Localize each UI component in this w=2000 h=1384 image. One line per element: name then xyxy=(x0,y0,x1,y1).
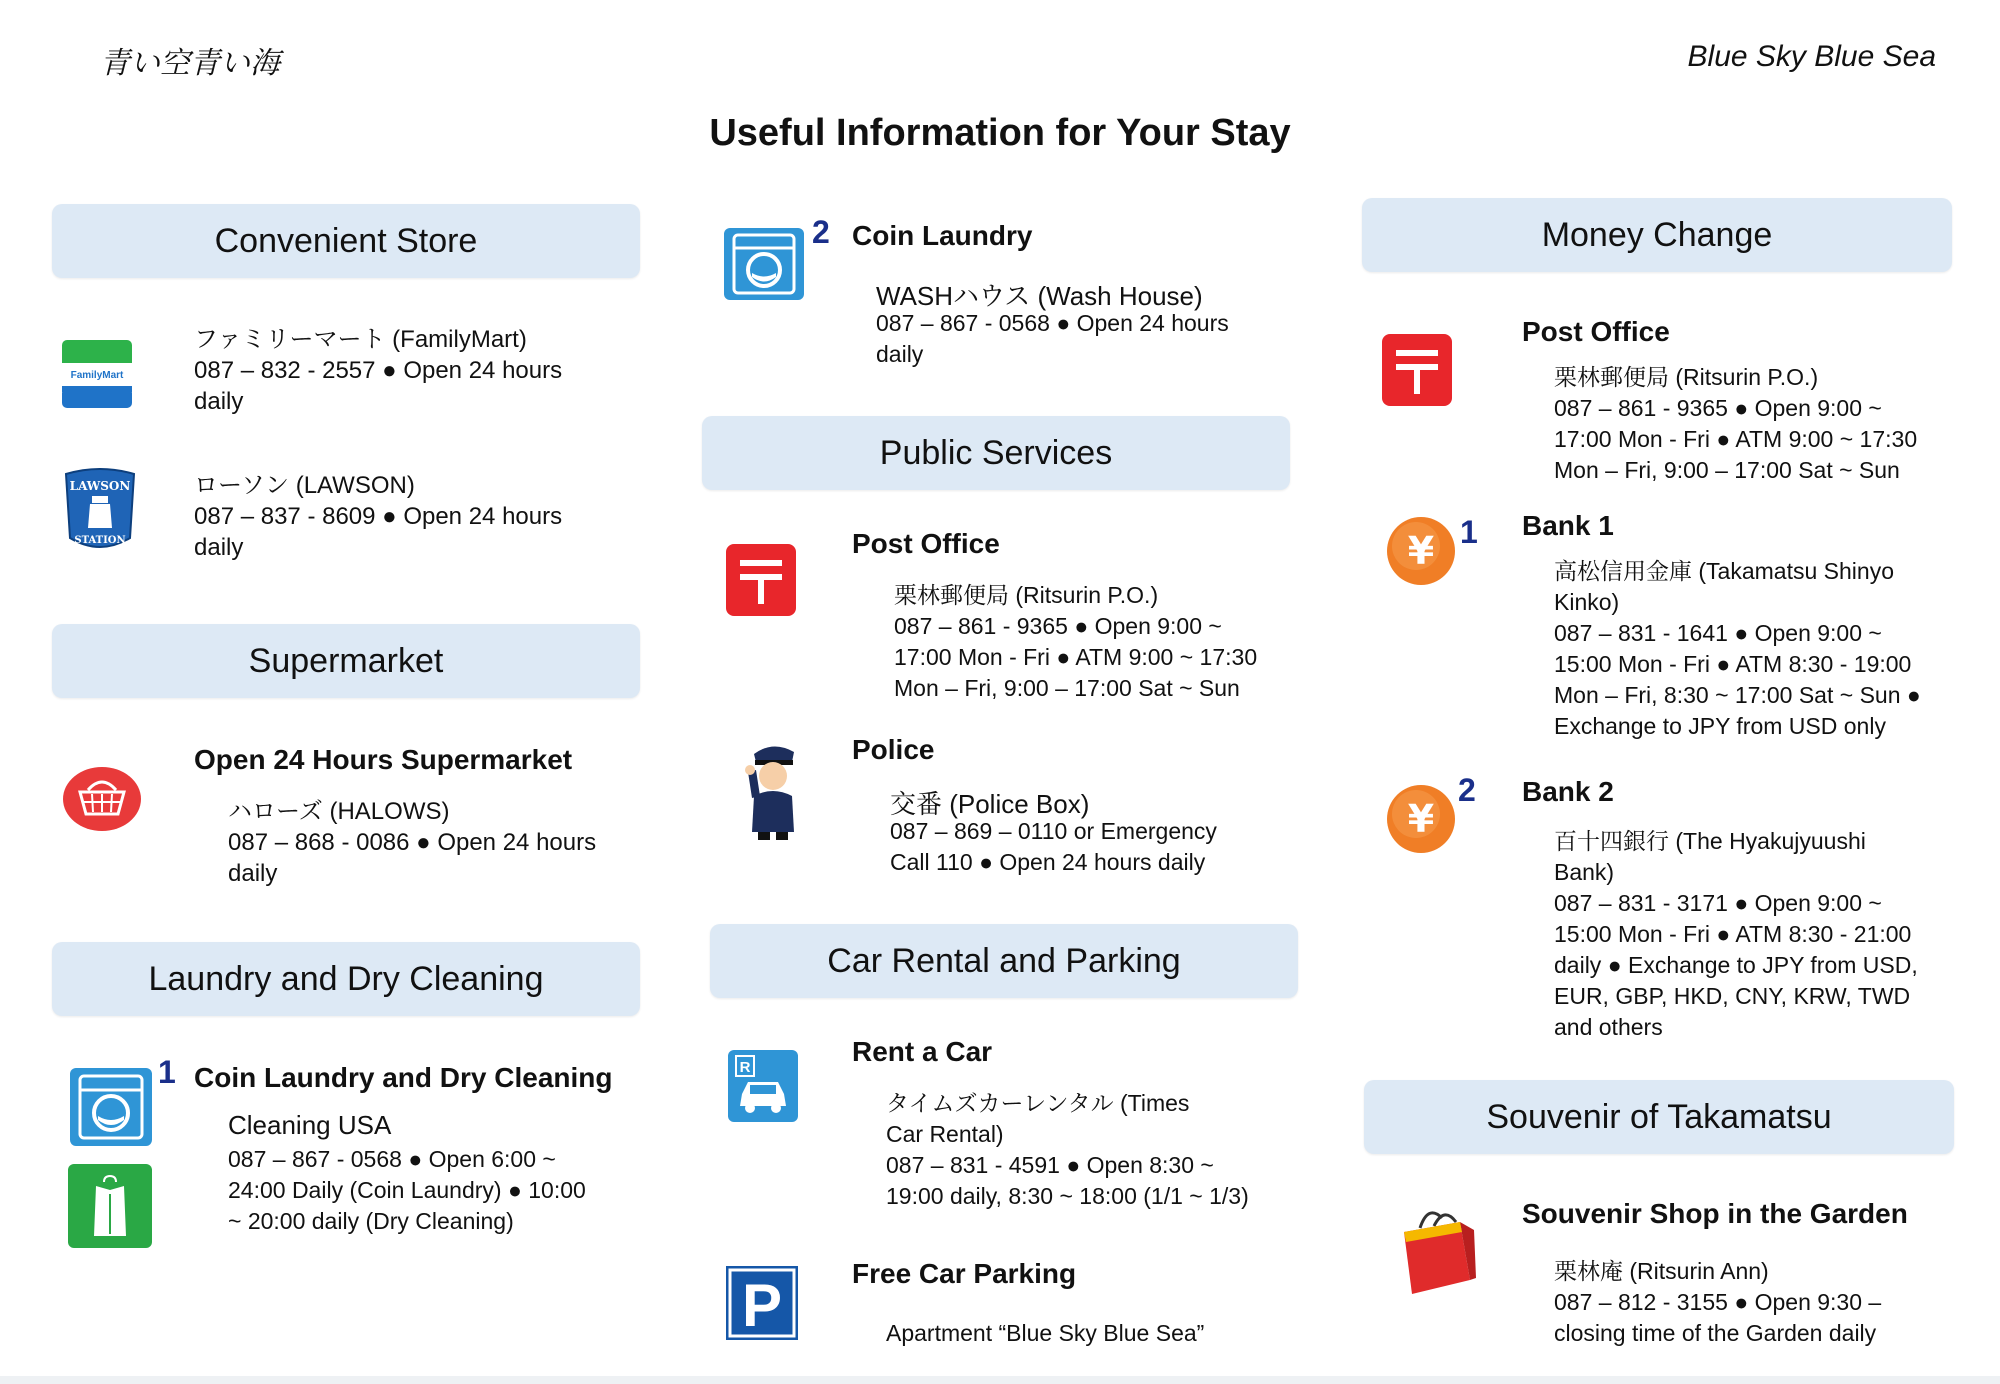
mc-post-office-line2: 17:00 Mon - Fri ● ATM 9:00 ~ 17:30 xyxy=(1554,426,1918,452)
bank2-line5: and others xyxy=(1554,1014,1663,1040)
laundry-2-line1: 087 – 867 - 0568 ● Open 24 hours xyxy=(876,310,1229,336)
familymart-name: ファミリーマート (FamilyMart) xyxy=(194,326,527,353)
lawson-info xyxy=(194,470,562,563)
supermarket-phone-hours: 087 – 868 - 0086 ● Open 24 hours xyxy=(228,829,597,856)
police-name: 交番 (Police Box) xyxy=(890,789,1090,819)
police-info xyxy=(890,816,1217,878)
section-money-change: Money Change xyxy=(1362,198,1952,272)
laundry-2-name: WASHハウス (Wash House) xyxy=(876,281,1203,311)
section-souvenir: Souvenir of Takamatsu xyxy=(1364,1080,1954,1154)
souvenir-name: 栗林庵 (Ritsurin Ann) xyxy=(1554,1258,1769,1284)
familymart-info xyxy=(194,324,562,417)
bank1-line2: 15:00 Mon - Fri ● ATM 8:30 - 19:00 xyxy=(1554,651,1912,677)
rent-car-line1: 087 – 831 - 4591 ● Open 8:30 ~ xyxy=(886,1152,1214,1178)
laundry-1-info xyxy=(228,1144,586,1237)
section-supermarket: Supermarket xyxy=(52,624,640,698)
section-car-rental-parking: Car Rental and Parking xyxy=(710,924,1298,998)
ps-post-office-title: Post Office xyxy=(852,528,1000,559)
souvenir-title: Souvenir Shop in the Garden xyxy=(1522,1198,1908,1229)
washing-machine-icon xyxy=(724,228,804,300)
bank2-name1: 百十四銀行 (The Hyakujyuushi xyxy=(1554,828,1866,854)
police-officer-icon xyxy=(740,740,806,840)
rent-car-info xyxy=(886,1088,1249,1212)
lawson-icon xyxy=(60,468,140,552)
header-right-title: Blue Sky Blue Sea xyxy=(1687,40,1936,73)
svg-text:R: R xyxy=(739,1059,751,1076)
lawson-daily: daily xyxy=(194,534,244,561)
post-office-icon xyxy=(1382,334,1452,406)
mc-post-office-line3: Mon – Fri, 9:00 – 17:00 Sat ~ Sun xyxy=(1554,457,1900,483)
supermarket-info xyxy=(228,796,596,889)
laundry-number-1: 1 xyxy=(158,1054,176,1090)
laundry-number-2: 2 xyxy=(812,214,830,250)
bank2-line2: 15:00 Mon - Fri ● ATM 8:30 - 21:00 xyxy=(1554,921,1912,947)
bank-number-1: 1 xyxy=(1460,514,1478,550)
souvenir-line2: closing time of the Garden daily xyxy=(1554,1320,1877,1346)
supermarket-daily: daily xyxy=(228,860,278,887)
section-public-services: Public Services xyxy=(702,416,1290,490)
bank2-info xyxy=(1554,826,1918,1043)
police-line2: Call 110 ● Open 24 hours daily xyxy=(890,849,1206,875)
rent-car-name1: タイムズカーレンタル (Times xyxy=(886,1090,1190,1116)
familymart-phone-hours: 087 – 832 - 2557 ● Open 24 hours xyxy=(194,357,563,384)
bank2-title: Bank 2 xyxy=(1522,776,1614,807)
supermarket-title: Open 24 Hours Supermarket xyxy=(194,744,573,775)
supermarket-name: ハローズ (HALOWS) xyxy=(228,798,450,825)
laundry-2-info xyxy=(876,308,1229,370)
souvenir-line1: 087 – 812 - 3155 ● Open 9:30 – xyxy=(1554,1289,1882,1315)
rent-car-name2: Car Rental) xyxy=(886,1121,1004,1147)
bank1-line4: Exchange to JPY from USD only xyxy=(1554,713,1886,739)
mc-post-office-name: 栗林郵便局 (Ritsurin P.O.) xyxy=(1554,364,1819,390)
laundry-1-line1: 087 – 867 - 0568 ● Open 6:00 ~ xyxy=(228,1146,556,1172)
police-title: Police xyxy=(852,734,935,765)
washing-machine-icon xyxy=(70,1068,152,1146)
laundry-1-line3: ~ 20:00 daily (Dry Cleaning) xyxy=(228,1208,514,1234)
familymart-daily: daily xyxy=(194,388,244,415)
lawson-phone-hours: 087 – 837 - 8609 ● Open 24 hours xyxy=(194,503,563,530)
bank1-info xyxy=(1554,556,1921,742)
rental-car-icon xyxy=(728,1050,798,1122)
svg-text:¥: ¥ xyxy=(1407,797,1435,841)
post-office-icon xyxy=(726,544,796,616)
mc-post-office-line1: 087 – 861 - 9365 ● Open 9:00 ~ xyxy=(1554,395,1882,421)
shopping-basket-icon xyxy=(62,766,142,832)
dry-cleaning-shirt-icon xyxy=(68,1164,152,1248)
bank1-line3: Mon – Fri, 8:30 ~ 17:00 Sat ~ Sun ● xyxy=(1554,682,1921,708)
bank1-line1: 087 – 831 - 1641 ● Open 9:00 ~ xyxy=(1554,620,1882,646)
yen-coin-icon xyxy=(1386,784,1456,854)
bank2-line1: 087 – 831 - 3171 ● Open 9:00 ~ xyxy=(1554,890,1882,916)
ps-post-office-line1: 087 – 861 - 9365 ● Open 9:00 ~ xyxy=(894,613,1222,639)
bottom-strip xyxy=(0,1376,2000,1384)
mc-post-office-title: Post Office xyxy=(1522,316,1670,347)
mc-post-office-info xyxy=(1554,362,1917,486)
lawson-name: ローソン (LAWSON) xyxy=(194,472,415,499)
shopping-bag-icon xyxy=(1394,1202,1478,1298)
familymart-icon xyxy=(62,340,132,408)
rent-car-title: Rent a Car xyxy=(852,1036,993,1067)
section-convenient-store: Convenient Store xyxy=(52,204,640,278)
parking-title: Free Car Parking xyxy=(852,1258,1077,1289)
familymart-logo-text: FamilyMart xyxy=(70,370,124,381)
bank1-name1: 高松信用金庫 (Takamatsu Shinyo xyxy=(1554,558,1894,584)
ps-post-office-line2: 17:00 Mon - Fri ● ATM 9:00 ~ 17:30 xyxy=(894,644,1258,670)
laundry-2-line2: daily xyxy=(876,341,924,367)
laundry-1-line2: 24:00 Daily (Coin Laundry) ● 10:00 xyxy=(228,1177,586,1203)
bank-number-2: 2 xyxy=(1458,772,1476,808)
lawson-logo-bottom: STATION xyxy=(74,535,126,546)
bank2-line4: EUR, GBP, HKD, CNY, KRW, TWD xyxy=(1554,983,1911,1009)
police-line1: 087 – 869 – 0110 or Emergency xyxy=(890,818,1217,844)
header-left-title: 青い空青い海 xyxy=(100,47,280,80)
page-title: Useful Information for Your Stay xyxy=(709,112,1291,154)
parking-name: Apartment “Blue Sky Blue Sea” xyxy=(886,1320,1205,1346)
laundry-1-title: Coin Laundry and Dry Cleaning xyxy=(194,1062,613,1093)
laundry-2-title: Coin Laundry xyxy=(852,220,1033,251)
parking-sign-letter: P xyxy=(741,1272,783,1339)
bank1-name2: Kinko) xyxy=(1554,589,1620,615)
svg-text:¥: ¥ xyxy=(1407,529,1435,573)
section-laundry: Laundry and Dry Cleaning xyxy=(52,942,640,1016)
ps-post-office-line3: Mon – Fri, 9:00 – 17:00 Sat ~ Sun xyxy=(894,675,1240,701)
laundry-1-name: Cleaning USA xyxy=(228,1110,392,1140)
bank1-title: Bank 1 xyxy=(1522,510,1614,541)
ps-post-office-name: 栗林郵便局 (Ritsurin P.O.) xyxy=(894,582,1159,608)
lawson-logo-top: LAWSON xyxy=(69,479,131,493)
souvenir-info xyxy=(1554,1256,1881,1349)
yen-coin-icon xyxy=(1386,516,1456,586)
bank2-line3: daily ● Exchange to JPY from USD, xyxy=(1554,952,1918,978)
bank2-name2: Bank) xyxy=(1554,859,1615,885)
rent-car-line2: 19:00 daily, 8:30 ~ 18:00 (1/1 ~ 1/3) xyxy=(886,1183,1249,1209)
parking-sign-icon xyxy=(726,1266,798,1340)
ps-post-office-info xyxy=(894,580,1257,704)
